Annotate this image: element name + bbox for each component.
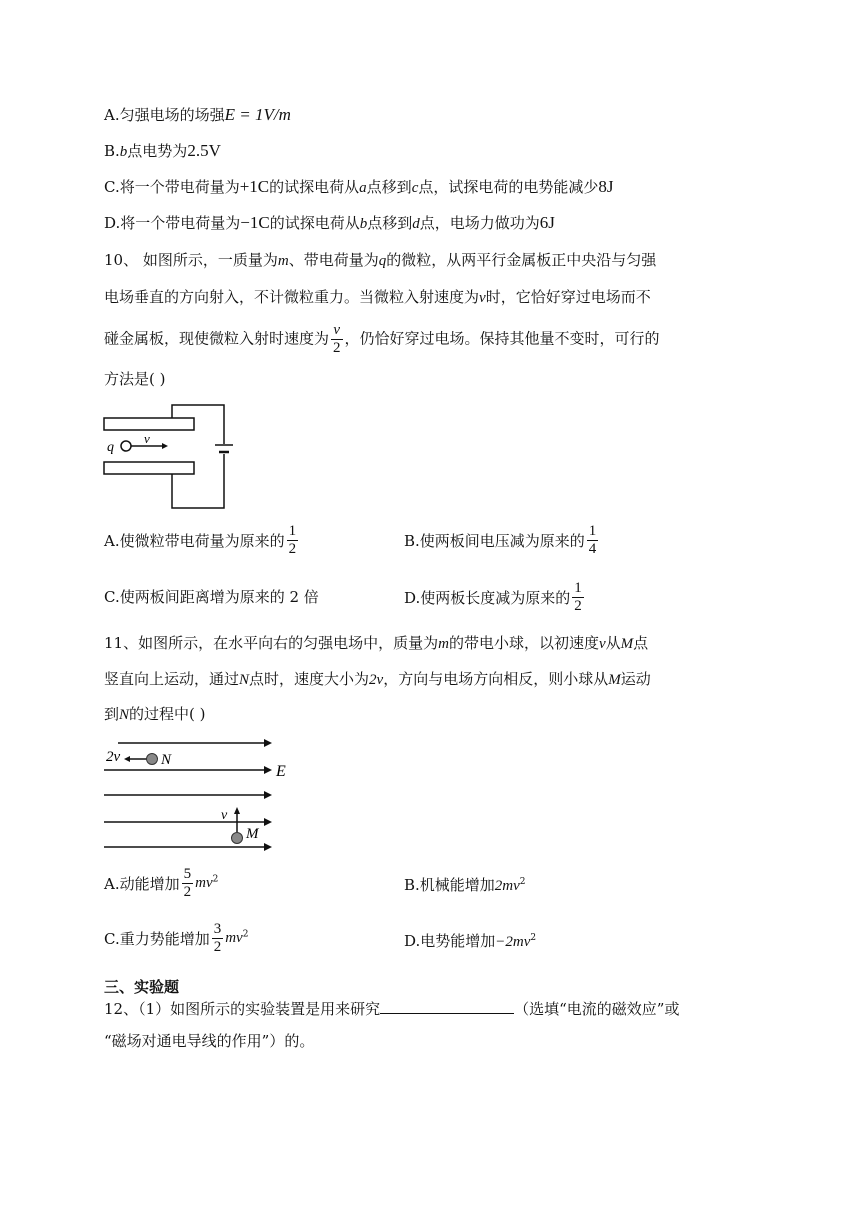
q10-stem-line4: 方法是( ): [104, 370, 166, 388]
q11-stem-line2: 竖直向上运动，通过N点时，速度大小为2v，方向与电场方向相反，则小球从M运动: [104, 670, 651, 688]
field-arrowhead-3: [264, 791, 272, 799]
q10-option-a: A.使微粒带电荷量为原来的 $\frac{1}{2}$: [104, 523, 297, 557]
upper-wire: [172, 405, 224, 444]
q11-option-d: D.电势能增加$-2mv^2$: [404, 932, 537, 950]
velocity-arrowhead: [162, 443, 168, 449]
field-arrowhead-5: [264, 843, 272, 851]
label-2v: 2v: [106, 749, 121, 765]
velocity-2v-arrowhead: [124, 756, 130, 762]
q11-option-a: A.动能增加 $\frac{5}{2}$ $mv^2$: [104, 866, 219, 900]
label-v: v: [221, 808, 228, 823]
q10-stem-line2: 电场垂直的方向射入，不计微粒重力。当微粒入射速度为v时，它恰好穿过电场而不: [104, 288, 651, 306]
q10-option-c: C.使两板间距离增为原来的 2 倍: [104, 588, 319, 606]
q12-stem-line1: 12、（1）如图所示的实验装置是用来研究 （选填“电流的磁效应”或: [104, 1000, 680, 1018]
answer-blank[interactable]: [380, 999, 514, 1014]
q12-stem-line2: “磁场对通电导线的作用”）的。: [104, 1032, 315, 1050]
label-m: M: [246, 826, 259, 842]
q11-option-b: B.机械能增加$2mv^2$: [404, 876, 526, 894]
q10-option-d: D.使两板长度减为原来的 $\frac{1}{2}$: [404, 580, 582, 614]
q9-option-b: B.b点电势为2.5V: [104, 141, 221, 160]
field-arrowhead-2: [264, 766, 272, 774]
q11-stem-line3: 到N的过程中( ): [104, 705, 206, 723]
label-e: E: [276, 763, 286, 780]
q10-stem-line3: 碰金属板，现使微粒入射时速度为 $\frac{v}{2}$ ，仍恰好穿过电场。保持其他量不变时，可行的: [104, 322, 660, 356]
field-arrowhead-4: [264, 818, 272, 826]
q11-field-figure: [100, 734, 300, 858]
field-arrowhead-1: [264, 739, 272, 747]
q11-stem-line1: 11、如图所示，在水平向右的匀强电场中，质量为m的带电小球，以初速度v从M点: [104, 634, 649, 652]
ball-n: [147, 754, 158, 765]
label-v: v: [144, 431, 150, 446]
q9-option-c: C.将一个带电荷量为+1C的试探电荷从a点移到c点，试探电荷的电势能减少8J: [104, 177, 614, 196]
particle-q: [121, 441, 131, 451]
velocity-v-arrowhead: [234, 807, 240, 814]
section-heading-experiments: 三、实验题: [104, 978, 180, 996]
q9-option-d: D.将一个带电荷量为−1C的试探电荷从b点移到d点，电场力做功为6J: [104, 213, 555, 232]
q10-plates-figure: [100, 400, 250, 512]
lower-plate: [104, 462, 194, 474]
q10-option-b: B.使两板间电压减为原来的 $\frac{1}{4}$: [404, 523, 597, 557]
q9-option-a: A.匀强电场的场强E = 1V/m: [104, 105, 291, 124]
q10-stem-line1: 10、 如图所示，一质量为m、带电荷量为q的微粒，从两平行金属板正中央沿与匀强: [104, 251, 657, 269]
label-q: q: [107, 440, 114, 455]
label-n: N: [161, 752, 172, 768]
ball-m: [232, 833, 243, 844]
q9-a-math: E = 1V/m: [224, 105, 291, 124]
upper-plate: [104, 418, 194, 430]
fraction-v-over-2: $\frac{v}{2}$: [333, 322, 341, 356]
q11-option-c: C.重力势能增加 $\frac{3}{2}$ $mv^2$: [104, 921, 249, 955]
